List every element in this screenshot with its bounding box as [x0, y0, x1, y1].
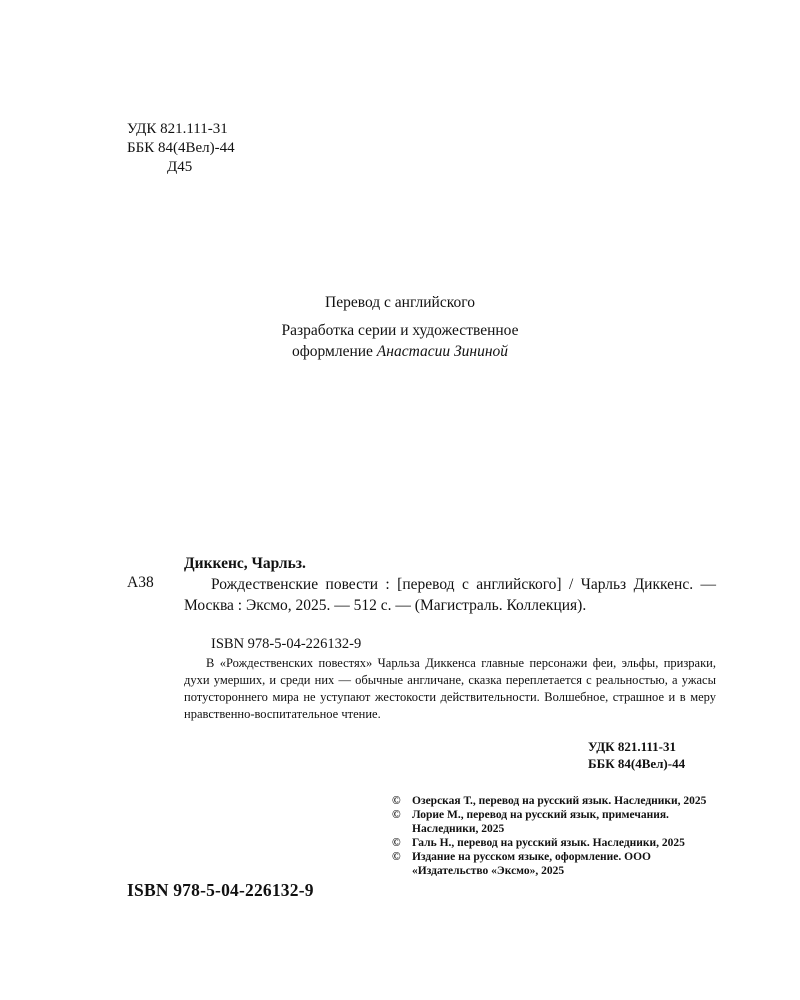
classification-right: [588, 738, 685, 772]
copyright-item: [392, 794, 712, 808]
copyright-item: [392, 836, 712, 850]
copyright-text: Галь Н., перевод на русский язык. Наследники, 2025: [412, 837, 685, 849]
author-sign-code: Д45: [167, 159, 193, 175]
copyright-sign: ©: [392, 809, 401, 821]
bbk-code-right: ББК 84(4Вел)-44: [588, 756, 686, 771]
series-design-line2: [0, 341, 800, 362]
record-text: Рождественские повести : [перевод с английского] / Чарльз Диккенс. — Москва : Эксмо, 2025. — 512 с. — (Магистраль. Коллекция).: [184, 576, 716, 614]
copyright-sign: ©: [392, 851, 401, 863]
bibliographic-description: [184, 574, 716, 616]
copyright-sign: ©: [392, 837, 401, 849]
classification-top: [127, 120, 235, 177]
copyright-item: [392, 808, 712, 836]
copyright-text: Издание на русском языке, оформление. ООО «Издательство «Эксмо», 2025: [412, 851, 651, 877]
udk-code: УДК 821.111-31: [127, 121, 228, 137]
series-design-prefix: оформление: [291, 343, 373, 360]
copyright-item: [392, 850, 712, 878]
copyright-text: Лорие М., перевод на русский язык, примечания. Наследники, 2025: [412, 809, 669, 835]
copyright-list: [392, 794, 712, 878]
copyright-text: Озерская Т., перевод на русский язык. Наследники, 2025: [412, 795, 707, 807]
series-design-credit: [0, 320, 800, 362]
translation-note: [0, 292, 800, 313]
author-heading: Диккенс, Чарльз.: [184, 555, 306, 572]
udk-code-right: УДК 821.111-31: [588, 739, 676, 754]
translation-label: Перевод с английского: [325, 294, 475, 311]
bbk-code: ББК 84(4Вел)-44: [127, 140, 235, 156]
annotation-text: В «Рождественских повестях» Чарльза Диккенса главные персонажи феи, эльфы, призраки, духи умерших, и среди них — обычные англичане, сказка переплетается с реальностью, а ужасы потустороннего мира не уступают жестокости действительности. Волшебное, страшное и в меру нравственно-воспитательное чтение.: [184, 656, 716, 721]
record-isbn: ISBN 978-5-04-226132-9: [211, 636, 362, 652]
record-code: А38: [127, 574, 154, 591]
series-designer-name: Анастасии Зининой: [376, 343, 509, 360]
series-design-line1: Разработка серии и художественное: [281, 322, 519, 339]
copyright-sign: ©: [392, 795, 401, 807]
isbn-bottom: ISBN 978-5-04-226132-9: [127, 880, 314, 900]
